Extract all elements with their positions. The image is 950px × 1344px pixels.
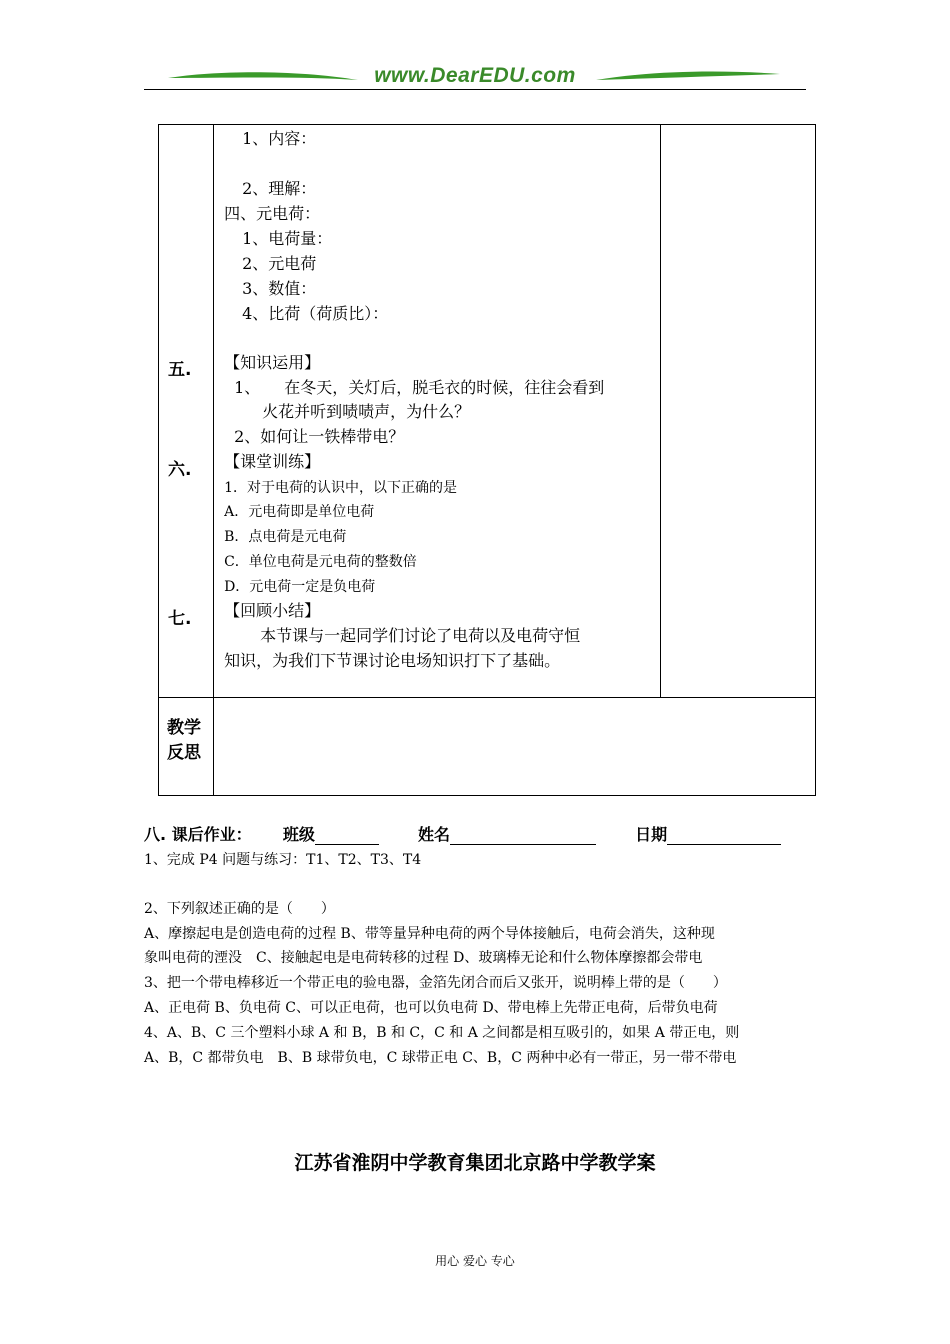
- homework-line: A、正电荷 B、负电荷 C、可以正电荷，也可以负电荷 D、带电棒上先带正电荷，后带负电荷: [144, 1000, 718, 1016]
- content-line: 火花并听到啧啧声，为什么？: [262, 402, 471, 421]
- header-rule: [144, 89, 806, 90]
- class-blank: [315, 827, 379, 845]
- name-blank: [450, 827, 596, 845]
- page-footer: 用心 爱心 专心: [435, 1254, 515, 1268]
- page-header: [144, 60, 806, 94]
- notes-cell: [660, 125, 815, 698]
- section-number-cell: [159, 125, 214, 698]
- reflection-label-cell: [159, 698, 214, 796]
- reflection-label: 教学 反思: [167, 718, 201, 763]
- content-line: 本节课与一起同学们讨论了电荷以及电荷守恒: [260, 626, 581, 645]
- homework-line: A、B，C 都带负电 B、B 球带负电，C 球带正电 C、B，C 两种中必有一带正，另一带不带电: [144, 1050, 737, 1066]
- reflection-content-cell: [214, 698, 816, 796]
- section-number-five: 五.: [168, 360, 192, 380]
- content-line: 3、数值：: [242, 279, 317, 298]
- left-swoosh-icon: [168, 68, 358, 88]
- content-line: 【回顾小结】: [224, 601, 321, 620]
- content-line: 1、内容：: [242, 129, 317, 148]
- content-line: 【知识运用】: [224, 353, 321, 372]
- content-line: 知识，为我们下节课讨论电场知识打下了基础。: [224, 651, 561, 670]
- content-line: D．元电荷一定是负电荷: [224, 579, 376, 595]
- section-number-seven: 七.: [168, 609, 192, 629]
- lesson-content-cell: [214, 125, 661, 698]
- homework-line: A、摩擦起电是创造电荷的过程 B、带等量异种电荷的两个导体接触后，电荷会消失，这种现: [144, 926, 715, 942]
- content-line: 1．对于电荷的认识中，以下正确的是: [224, 480, 457, 496]
- homework-line: 象叫电荷的湮没 C、接触起电是电荷转移的过程 D、玻璃棒无论和什么物体摩擦都会带电: [144, 950, 703, 966]
- homework-line: 2、下列叙述正确的是（ ）: [144, 901, 335, 917]
- content-line: 4、比荷（荷质比）：: [242, 304, 389, 323]
- site-logo: www.DearEDU.com: [374, 64, 576, 87]
- section-number-six: 六.: [168, 460, 192, 480]
- content-line: 2、如何让一铁棒带电？: [234, 427, 405, 446]
- content-line: A．元电荷即是单位电荷: [224, 504, 375, 520]
- content-line: 四、元电荷：: [224, 204, 321, 223]
- content-line: 1、电荷量：: [242, 229, 333, 248]
- homework-line: 1、完成 P4 问题与练习：T1、T2、T3、T4: [144, 852, 422, 868]
- homework-line: 4、A、B、C 三个塑料小球 A 和 B，B 和 C，C 和 A 之间都是相互吸引的，如果 A 带正电，则: [144, 1025, 740, 1041]
- lesson-table: [158, 124, 816, 796]
- right-swoosh-icon: [596, 68, 780, 88]
- content-line: B．点电荷是元电荷: [224, 529, 347, 545]
- school-title: 江苏省淮阴中学教育集团北京路中学教学案: [294, 1152, 656, 1174]
- homework-header: 八. 课后作业： 班级 姓名 日期: [144, 825, 781, 845]
- content-line: 【课堂训练】: [224, 452, 321, 471]
- content-line: C．单位电荷是元电荷的整数倍: [224, 554, 417, 570]
- content-line: 1、 在冬天，关灯后，脱毛衣的时候，往往会看到: [234, 378, 605, 397]
- homework-line: 3、把一个带电棒移近一个带正电的验电器，金箔先闭合而后又张开，说明棒上带的是（ ）: [144, 975, 727, 991]
- date-blank: [667, 827, 781, 845]
- content-line: 2、元电荷: [242, 254, 317, 273]
- content-line: 2、理解：: [242, 179, 317, 198]
